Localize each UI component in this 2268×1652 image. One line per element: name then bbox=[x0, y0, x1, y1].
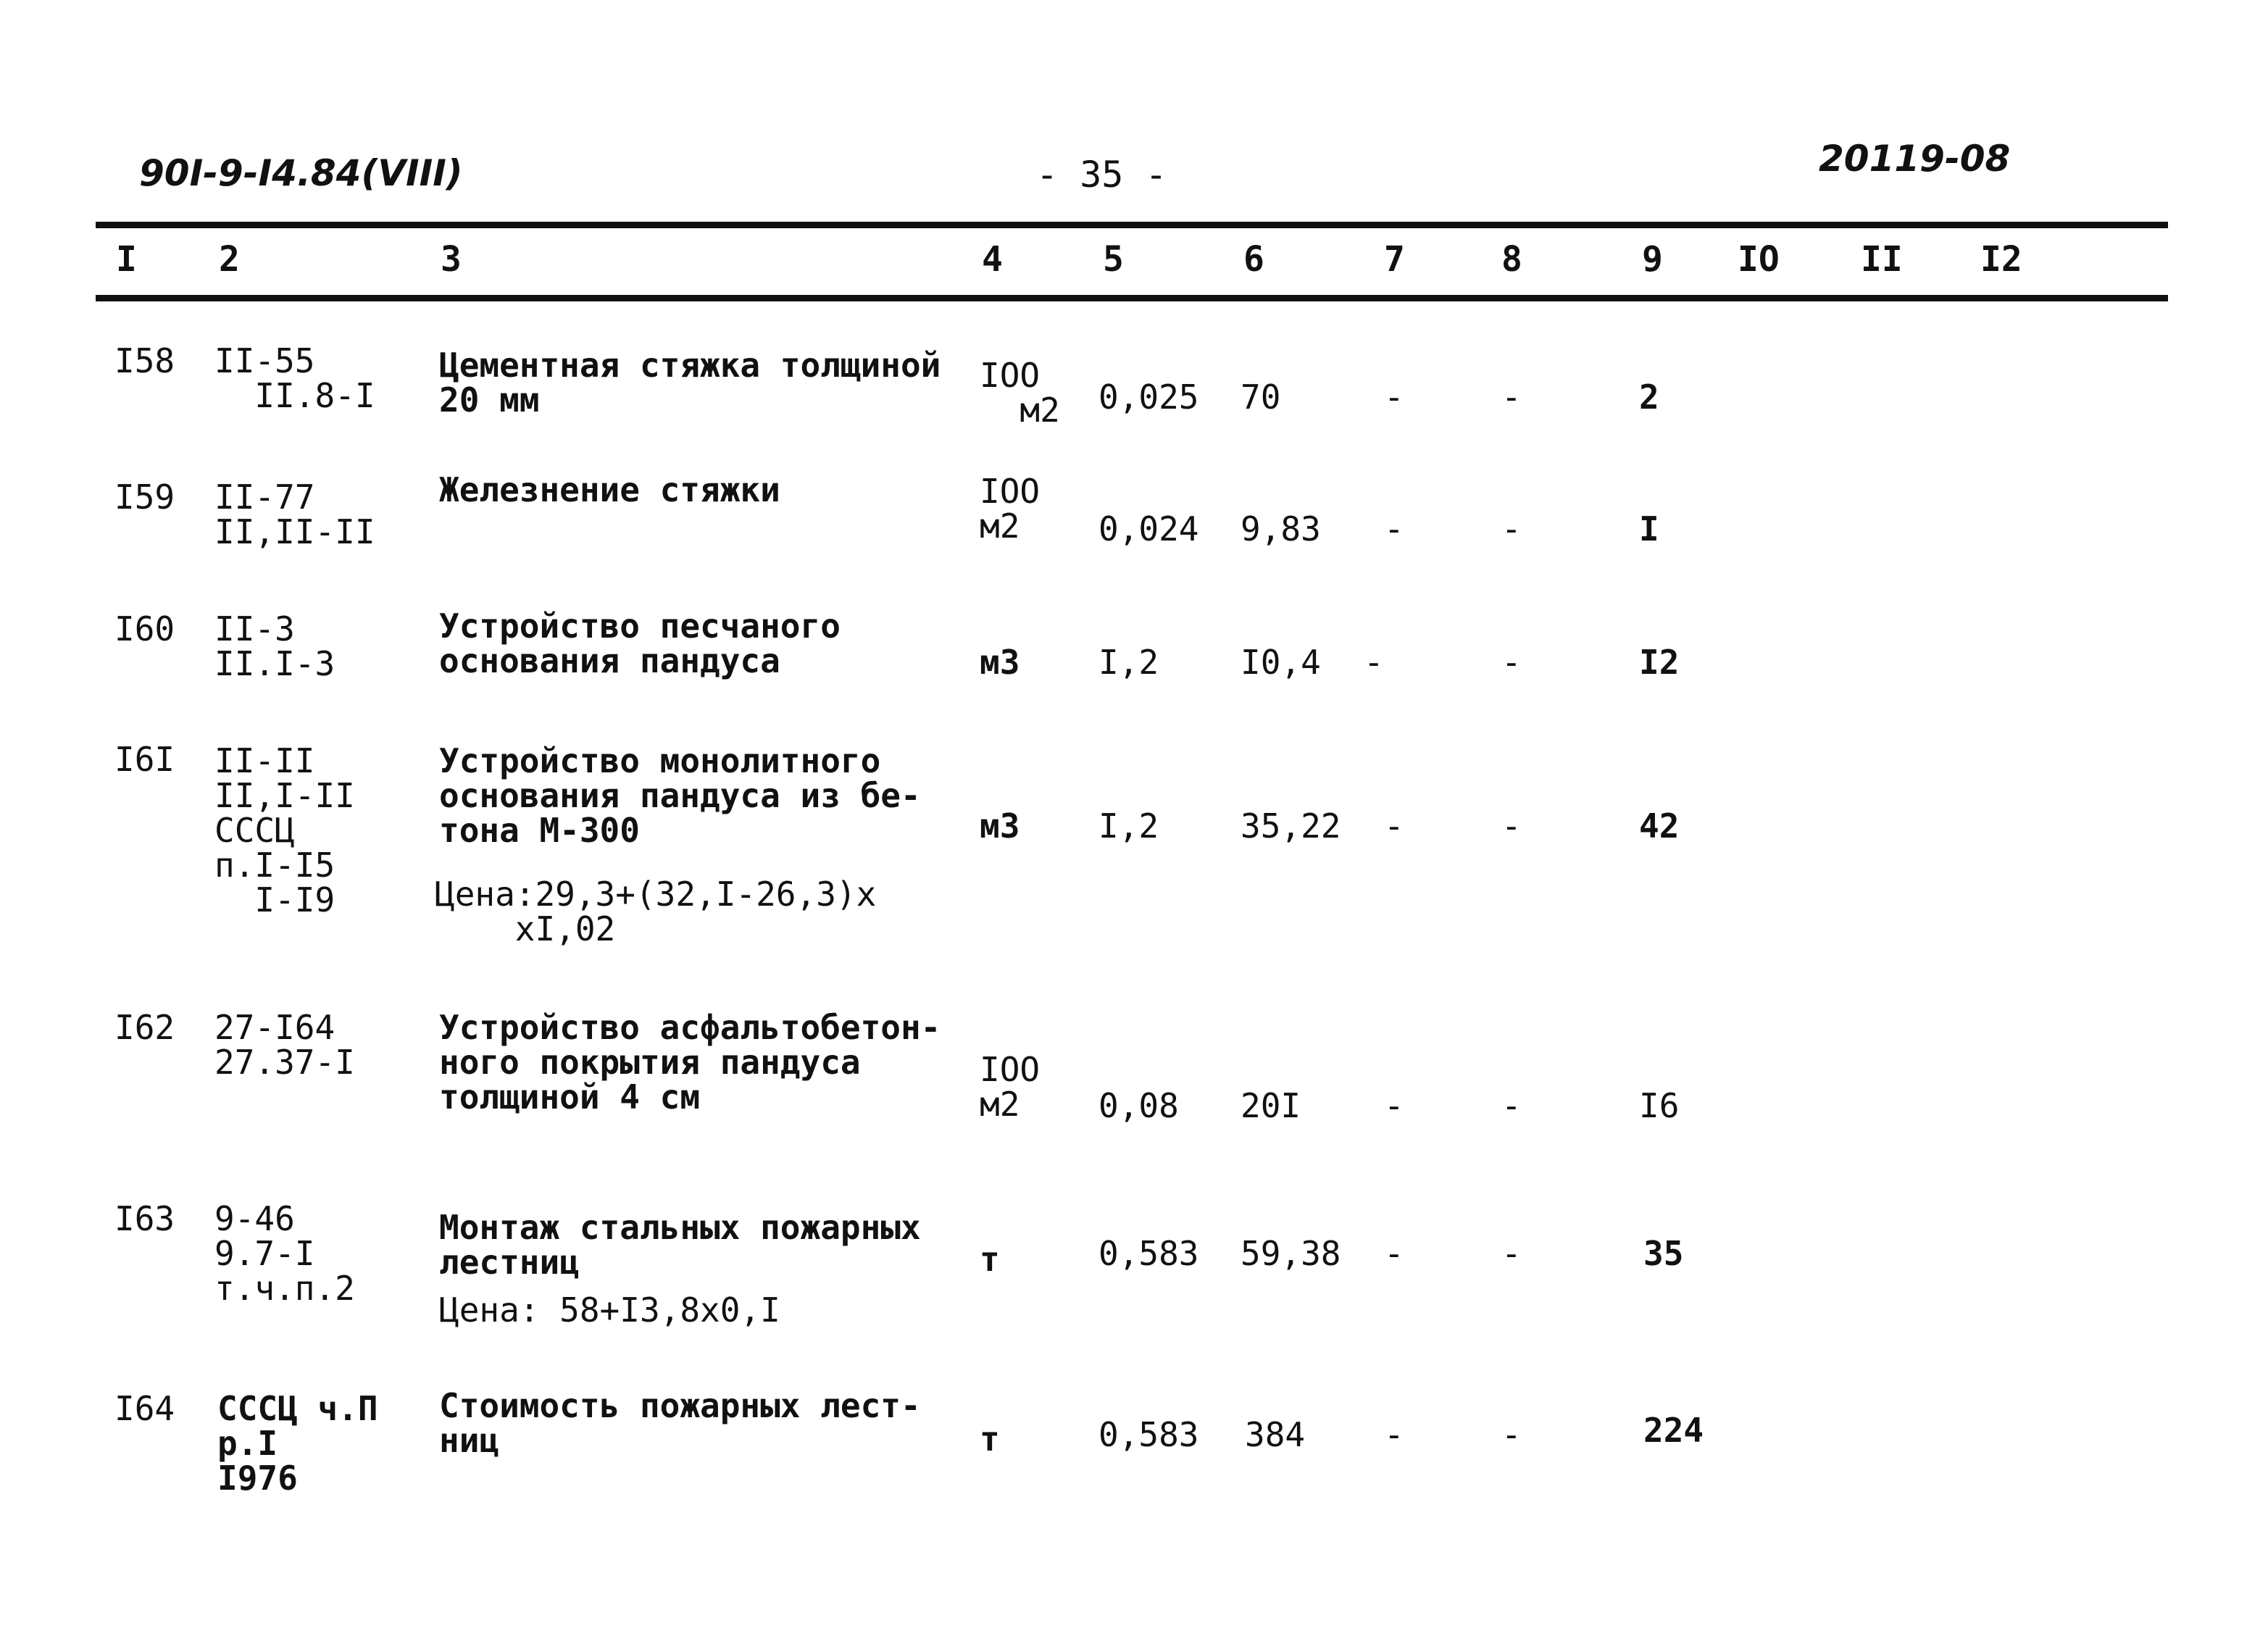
row-price: 384 bbox=[1245, 1415, 1306, 1454]
row-price: 9,83 bbox=[1241, 509, 1321, 548]
row-number: I64 bbox=[114, 1389, 175, 1428]
row-number: I6I bbox=[114, 740, 175, 779]
row-quantity: 0,025 bbox=[1098, 377, 1199, 417]
row-cost: I6 bbox=[1639, 1086, 1680, 1125]
table-header-rule bbox=[96, 295, 2168, 301]
row-number: I60 bbox=[114, 609, 175, 648]
row-price-note: Цена:29,3+(32,I-26,3)х хI,02 bbox=[435, 875, 877, 948]
row-number: I63 bbox=[114, 1199, 175, 1238]
column-header-6: 6 bbox=[1243, 239, 1264, 280]
row-code: 27-I64 27.37-I bbox=[214, 1008, 355, 1082]
column-header-11: II bbox=[1861, 239, 1903, 280]
row-quantity: 0,08 bbox=[1098, 1086, 1179, 1125]
row-cost: 224 bbox=[1643, 1411, 1704, 1450]
column-header-10: IO bbox=[1738, 239, 1780, 280]
column-header-12: I2 bbox=[1980, 239, 2022, 280]
row-quantity: I,2 bbox=[1098, 643, 1159, 682]
row-code: 9-46 9.7-I т.ч.п.2 bbox=[214, 1199, 355, 1308]
row-price: I0,4 bbox=[1241, 643, 1321, 682]
row-description: Стоимость пожарных лест- ниц bbox=[439, 1386, 921, 1460]
row-description: Железнение стяжки bbox=[439, 470, 780, 509]
column-header-3: 3 bbox=[441, 239, 462, 280]
row-code: II-II II,I-II СССЦ п.I-I5 I-I9 bbox=[214, 741, 355, 919]
row-code: II-77 II,II-II bbox=[214, 477, 375, 551]
row-cost: I2 bbox=[1639, 643, 1680, 682]
row-col7: - bbox=[1364, 643, 1384, 682]
row-description: Цементная стяжка толщиной 20 мм bbox=[439, 346, 941, 420]
column-header-8: 8 bbox=[1501, 239, 1522, 280]
row-unit: т bbox=[980, 1240, 1000, 1279]
row-col8: - bbox=[1501, 1415, 1522, 1454]
table-top-rule bbox=[96, 222, 2168, 228]
row-quantity: I,2 bbox=[1098, 806, 1159, 846]
row-unit: IOO м2 bbox=[980, 356, 1060, 430]
page-number: - 35 - bbox=[1036, 154, 1167, 196]
row-description: Устройство песчаного основания пандуса bbox=[439, 606, 841, 680]
column-header-2: 2 bbox=[219, 239, 240, 280]
row-col7: - bbox=[1384, 1234, 1404, 1273]
row-col8: - bbox=[1501, 643, 1522, 682]
row-code: II-55 II.8-I bbox=[214, 341, 375, 415]
row-cost: 42 bbox=[1639, 806, 1680, 846]
row-unit: м3 bbox=[980, 643, 1020, 682]
row-cost: 35 bbox=[1643, 1234, 1684, 1273]
row-col7: - bbox=[1384, 509, 1404, 548]
row-unit: IOO м2 bbox=[980, 472, 1041, 546]
row-price: 20I bbox=[1241, 1086, 1301, 1125]
row-quantity: 0,024 bbox=[1098, 509, 1199, 548]
row-col7: - bbox=[1384, 1415, 1404, 1454]
row-col8: - bbox=[1501, 1234, 1522, 1273]
row-description: Устройство асфальтобетон- ного покрытия пандуса толщиной 4 см bbox=[439, 1008, 941, 1117]
row-description: Устройство монолитного основания пандуса из бе- тона М-300 bbox=[439, 741, 921, 850]
handwritten-stamp: 20119-08 bbox=[1819, 138, 2011, 180]
row-col7: - bbox=[1384, 377, 1404, 417]
row-unit: м3 bbox=[980, 806, 1020, 846]
row-number: I58 bbox=[114, 341, 175, 380]
row-code: СССЦ ч.П р.I I976 bbox=[217, 1389, 378, 1498]
column-header-5: 5 bbox=[1103, 239, 1124, 280]
row-price-note: Цена: 58+I3,8х0,I bbox=[439, 1290, 780, 1330]
row-cost: I bbox=[1639, 509, 1659, 548]
row-price: 59,38 bbox=[1241, 1234, 1341, 1273]
row-col8: - bbox=[1501, 1086, 1522, 1125]
column-header-7: 7 bbox=[1384, 239, 1405, 280]
row-number: I59 bbox=[114, 477, 175, 517]
row-unit: IOO м2 bbox=[980, 1050, 1041, 1124]
row-col8: - bbox=[1501, 806, 1522, 846]
row-number: I62 bbox=[114, 1008, 175, 1047]
row-col8: - bbox=[1501, 509, 1522, 548]
row-quantity: 0,583 bbox=[1098, 1415, 1199, 1454]
row-col8: - bbox=[1501, 377, 1522, 417]
column-header-1: I bbox=[116, 239, 137, 280]
row-price: 35,22 bbox=[1241, 806, 1341, 846]
row-unit: т bbox=[980, 1419, 1000, 1459]
column-header-4: 4 bbox=[982, 239, 1003, 280]
column-header-9: 9 bbox=[1642, 239, 1663, 280]
row-col7: - bbox=[1384, 1086, 1404, 1125]
document-code: 90I-9-I4.84(VIII) bbox=[139, 152, 463, 194]
row-cost: 2 bbox=[1639, 377, 1659, 417]
row-code: II-3 II.I-3 bbox=[214, 609, 335, 683]
row-description: Монтаж стальных пожарных лестниц bbox=[439, 1208, 921, 1282]
row-col7: - bbox=[1384, 806, 1404, 846]
row-quantity: 0,583 bbox=[1098, 1234, 1199, 1273]
row-price: 70 bbox=[1241, 377, 1281, 417]
